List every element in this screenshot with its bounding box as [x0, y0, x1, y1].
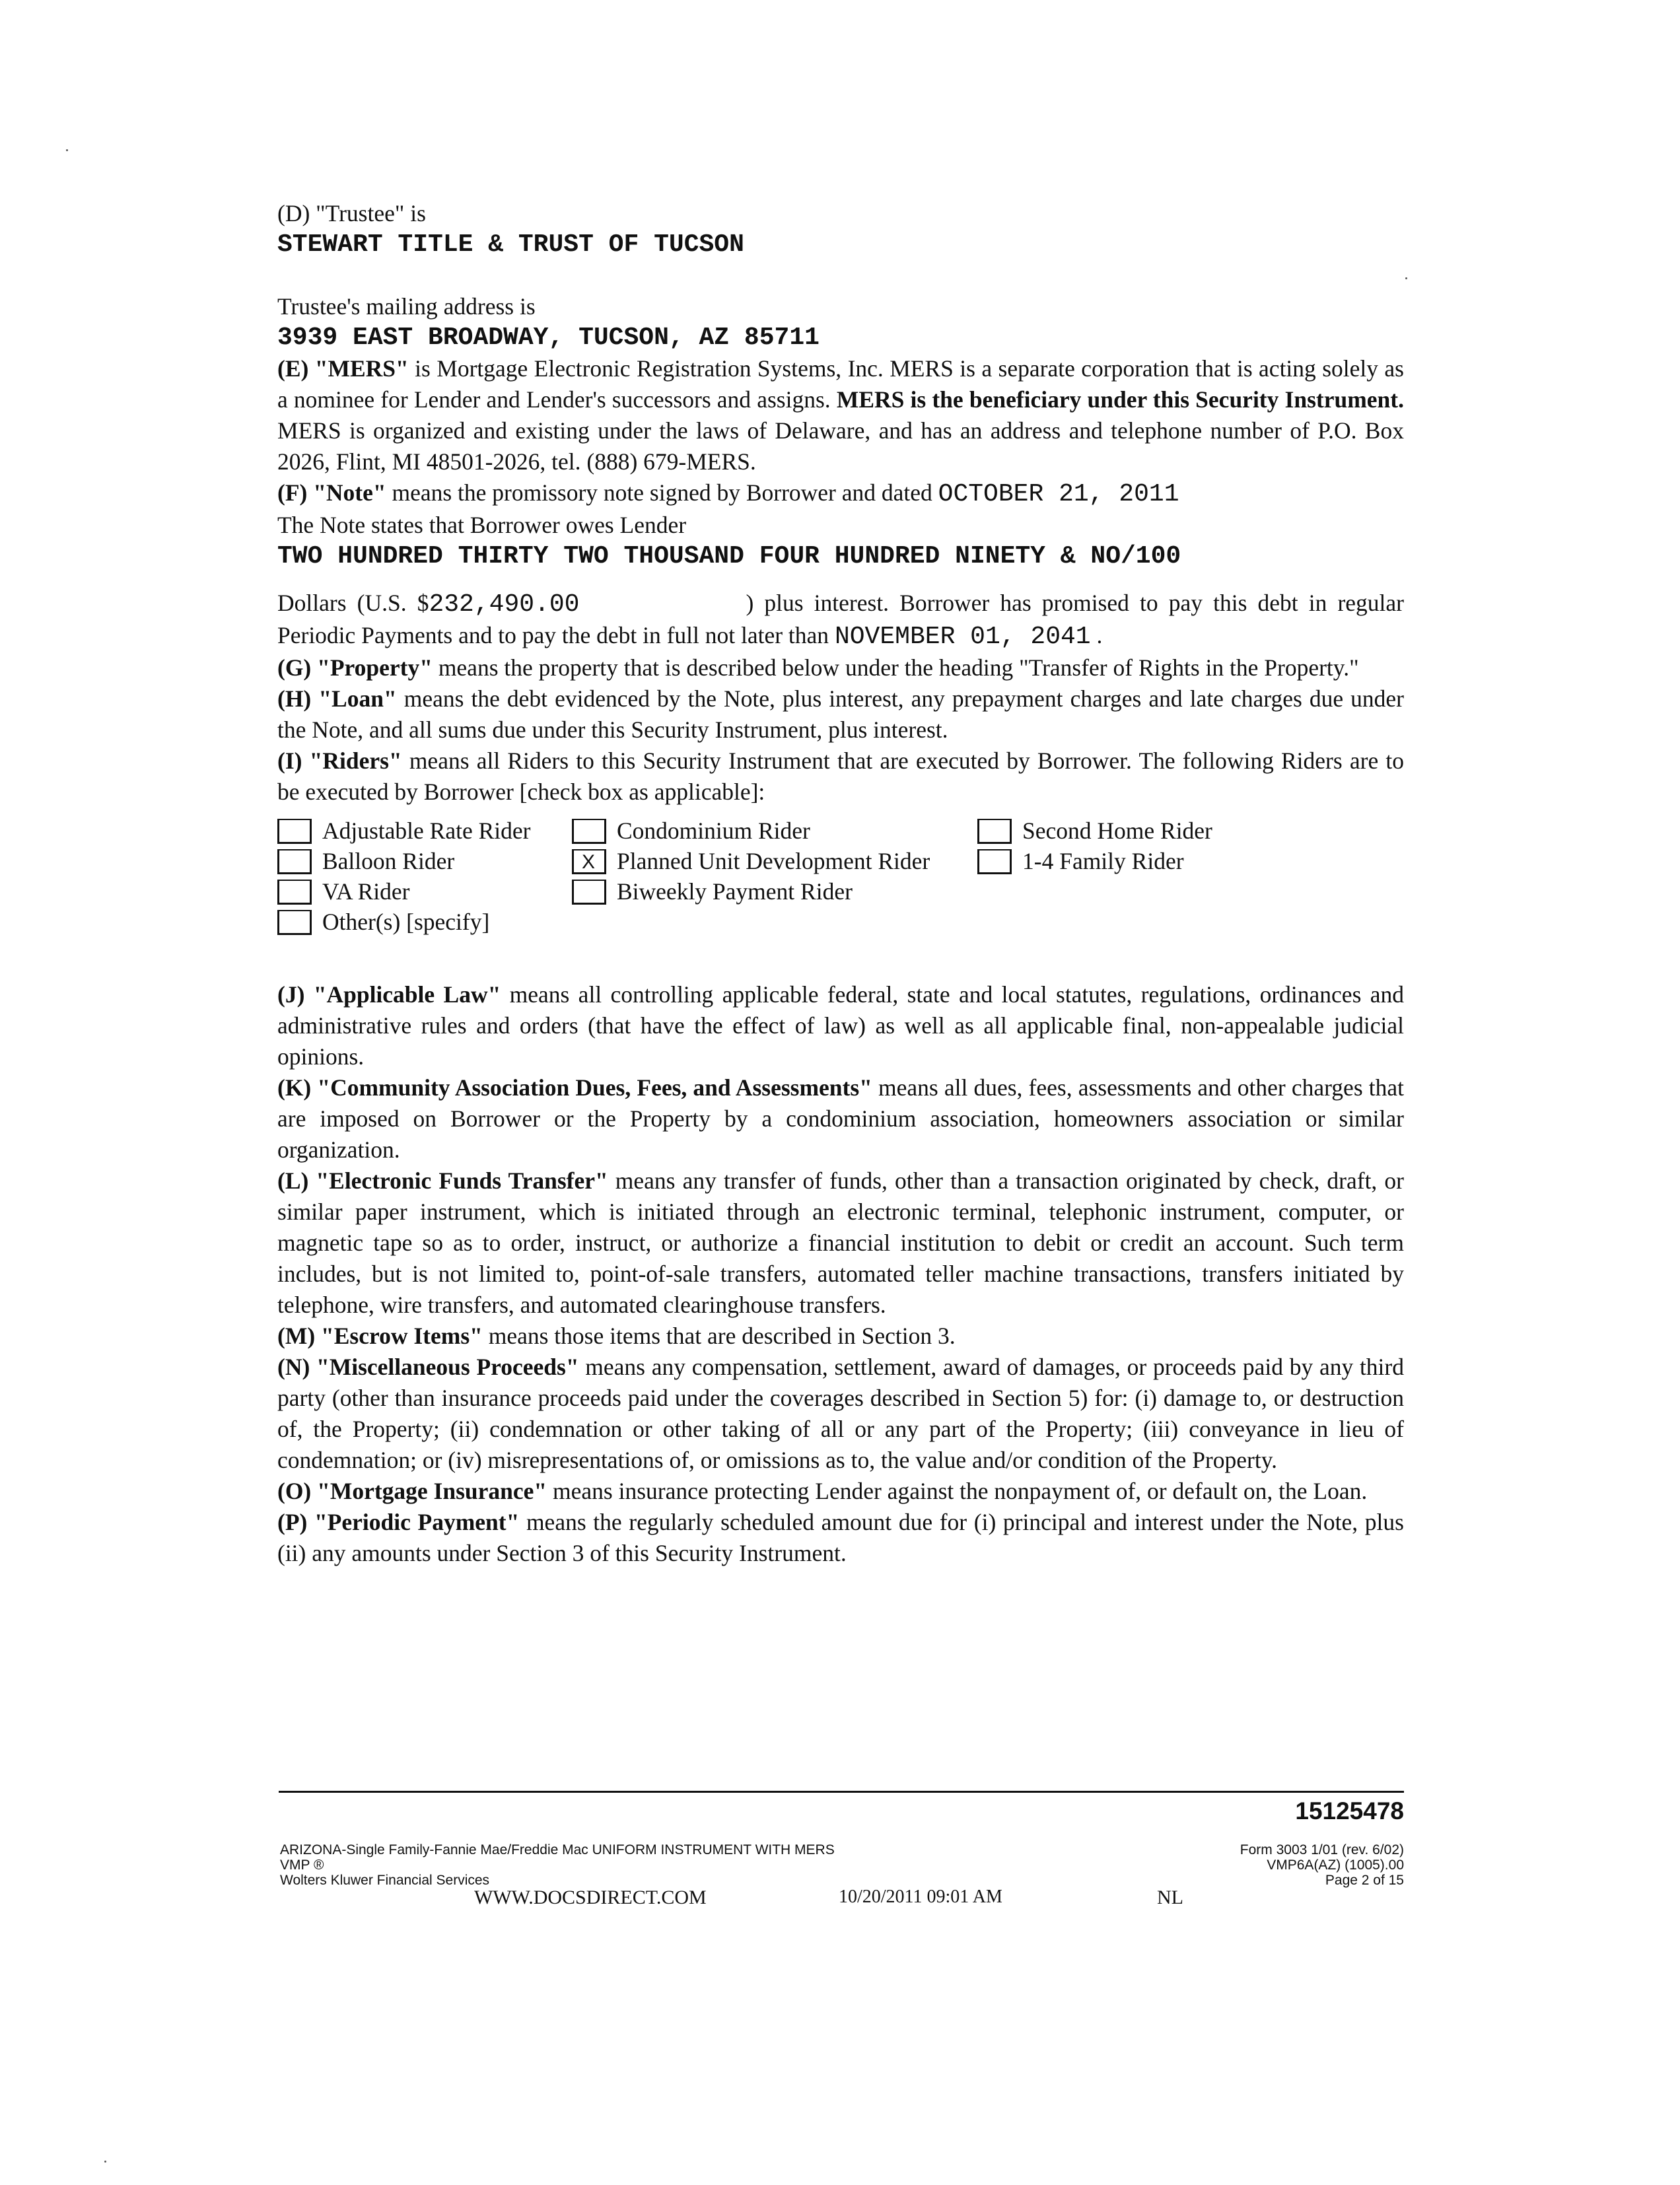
property-label: (G) "Property"	[277, 654, 433, 681]
property-definition	[277, 652, 1404, 683]
note-label: (F) "Note"	[277, 479, 386, 506]
checkbox[interactable]	[977, 819, 1012, 844]
loan-label: (H) "Loan"	[277, 685, 397, 712]
footer-initials: NL	[1157, 1887, 1183, 1908]
riders-text: means all Riders to this Security Instrument that are executed by Borrower. The following Riders are to be executed by Borrower [check box as applicable]:	[277, 747, 1405, 805]
note-text: means the promissory note signed by Borrower and dated	[386, 479, 938, 506]
trustee-heading: (D) "Trustee" is	[277, 200, 426, 226]
footer-timestamp: 10/20/2011 09:01 AM	[839, 1887, 1002, 1907]
riders-checklist	[277, 815, 1404, 948]
mers-beneficiary-text: MERS is the beneficiary under this Security Instrument.	[836, 386, 1404, 413]
checkbox[interactable]	[572, 880, 606, 905]
footer-form-number	[1240, 1842, 1404, 1888]
note-date: OCTOBER 21, 2011	[938, 480, 1179, 508]
rider-label: Adjustable Rate Rider	[322, 817, 531, 844]
mers-label: (E) "MERS"	[277, 355, 409, 382]
community-association-definition	[277, 1072, 1404, 1165]
note-amount: 232,490.00	[429, 590, 580, 619]
applicable-law-text: means all controlling applicable federal, state and local statutes, regulations, ordinances and administrative rules and orders (that have the effect of law) as well as all applicable final, non-appealable judicial opinions.	[277, 981, 1404, 1070]
escrow-label: (M) "Escrow Items"	[277, 1323, 483, 1349]
rider-label: Condominium Rider	[617, 817, 810, 844]
rider-label: Second Home Rider	[1022, 817, 1212, 844]
trustee-address-label: Trustee's mailing address is	[277, 293, 536, 320]
mortgage-insurance-text: means insurance protecting Lender against the nonpayment of, or default on, the Loan.	[547, 1478, 1368, 1504]
rider-biweekly-payment[interactable]	[572, 876, 853, 907]
rider-label: Balloon Rider	[322, 848, 455, 874]
note-definition	[277, 477, 1404, 510]
footer-website: WWW.DOCSDIRECT.COM	[474, 1887, 707, 1908]
periodic-payment-label: (P) "Periodic Payment"	[277, 1509, 520, 1535]
eft-label: (L) "Electronic Funds Transfer"	[277, 1167, 608, 1194]
applicable-law-definition	[277, 979, 1404, 1072]
note-owes: The Note states that Borrower owes Lender	[277, 512, 687, 538]
mortgage-insurance-definition	[277, 1476, 1404, 1507]
mers-text-1: is Mortgage Electronic Registration Systems, Inc. MERS is a separate corporation that is acting solely as a nominee for Lender and Lender's successors and assigns.	[277, 355, 1404, 413]
note-maturity-date: NOVEMBER 01, 2041	[834, 623, 1091, 651]
rider-label: VA Rider	[322, 878, 410, 905]
mers-text-2: MERS is organized and existing under the laws of Delaware, and has an address and telephone number of P.O. Box 2026, Flint, MI 48501-2026, tel. (888) 679-MERS.	[277, 417, 1404, 475]
loan-definition	[277, 683, 1404, 746]
rider-other[interactable]	[277, 907, 489, 938]
trustee-name: STEWART TITLE & TRUST OF TUCSON	[277, 230, 744, 259]
rider-label: Planned Unit Development Rider	[617, 848, 930, 874]
dollars-prefix: Dollars (U.S. $	[277, 590, 429, 616]
escrow-definition	[277, 1321, 1404, 1352]
periodic-payment-definition	[277, 1507, 1404, 1569]
checkbox[interactable]	[277, 910, 312, 935]
misc-proceeds-label: (N) "Miscellaneous Proceeds"	[277, 1354, 579, 1380]
escrow-text: means those items that are described in Section 3.	[482, 1323, 956, 1349]
mortgage-insurance-label: (O) "Mortgage Insurance"	[277, 1478, 547, 1504]
document-body	[277, 198, 1404, 1569]
community-association-label: (K) "Community Association Dues, Fees, and Assessments"	[277, 1074, 872, 1101]
rider-label: Other(s) [specify]	[322, 909, 490, 935]
rider-label: 1-4 Family Rider	[1022, 848, 1184, 874]
rider-adjustable-rate[interactable]	[277, 815, 530, 847]
note-end: .	[1090, 622, 1103, 648]
eft-definition	[277, 1165, 1404, 1321]
rider-planned-unit-development[interactable]	[572, 846, 930, 877]
rider-second-home[interactable]	[977, 815, 1212, 847]
rider-balloon[interactable]	[277, 846, 454, 877]
dollars-suffix: ) plus interest. Borrower has promised to pay this debt in regular Periodic Payments and to pay the debt in full not later than	[277, 590, 1404, 648]
eft-text: means any transfer of funds, other than a transaction originated by check, draft, or similar paper instrument, which is initiated through an electronic terminal, telephonic instrument, computer, or magnetic tape so as to order, instruct, or authorize a financial institution to debit or credit an account. Such term includes, but is not limited to, point-of-sale transfers, automated teller machine transactions, transfers initiated by telephone, wire transfers, and automated clearinghouse transfers.	[277, 1167, 1404, 1318]
checkbox-checked[interactable]: X	[572, 849, 606, 874]
footer-form-info	[280, 1842, 835, 1888]
note-dollars	[277, 588, 1404, 652]
misc-proceeds-definition	[277, 1352, 1404, 1476]
trustee-address: 3939 EAST BROADWAY, TUCSON, AZ 85711	[277, 324, 820, 352]
page-number: Page 2 of 15	[1325, 1873, 1404, 1888]
riders-definition	[277, 746, 1404, 808]
riders-label: (I) "Riders"	[277, 747, 402, 774]
scan-speck	[66, 149, 68, 151]
scan-speck	[104, 2161, 106, 2163]
checkbox[interactable]	[277, 849, 312, 874]
rider-1-4-family[interactable]	[977, 846, 1184, 877]
checkbox[interactable]	[572, 819, 606, 844]
mers-definition	[277, 353, 1404, 477]
community-association-text: means all dues, fees, assessments and other charges that are imposed on Borrower or the Property by a condominium association, homeowners association or similar organization.	[277, 1074, 1404, 1163]
misc-proceeds-text: means any compensation, settlement, award of damages, or proceeds paid by any third party (other than insurance proceeds paid under the coverages described in Section 5) for: (i) damage to, or destruction of, the Property; (ii) condemnation or other taking of all or any part of the Property; (iii) conveyance in lieu of condemnation; or (iv) misrepresentations of, or omissions as to, the value and/or condition of the Property.	[277, 1354, 1404, 1473]
footer-vmp-code: VMP6A(AZ) (1005).00	[1267, 1857, 1404, 1873]
footer-form-title: ARIZONA-Single Family-Fannie Mae/Freddie Mac UNIFORM INSTRUMENT WITH MERS	[280, 1842, 835, 1857]
footer-publisher: Wolters Kluwer Financial Services	[280, 1873, 490, 1888]
checkbox[interactable]	[277, 819, 312, 844]
periodic-payment-text: means the regularly scheduled amount due for (i) principal and interest under the Note, plus (ii) any amounts under Section 3 of this Security Instrument.	[277, 1509, 1404, 1566]
property-text: means the property that is described below under the heading "Transfer of Rights in the Property."	[432, 654, 1359, 681]
note-amount-words: TWO HUNDRED THIRTY TWO THOUSAND FOUR HUNDRED NINETY & NO/100	[277, 542, 1181, 571]
rider-label: Biweekly Payment Rider	[617, 878, 853, 905]
checkbox[interactable]	[277, 880, 312, 905]
footer-divider	[279, 1791, 1404, 1793]
scan-speck	[1405, 277, 1407, 279]
footer-vmp: VMP ®	[280, 1857, 324, 1873]
applicable-law-label: (J) "Applicable Law"	[277, 981, 501, 1008]
loan-text: means the debt evidenced by the Note, plus interest, any prepayment charges and late charges due under the Note, and all sums due under this Security Instrument, plus interest.	[277, 685, 1404, 743]
footer-form-code: Form 3003 1/01 (rev. 6/02)	[1240, 1842, 1404, 1857]
rider-va[interactable]	[277, 876, 409, 907]
document-number: 15125478	[1295, 1797, 1404, 1824]
checkbox[interactable]	[977, 849, 1012, 874]
rider-condominium[interactable]	[572, 815, 810, 847]
